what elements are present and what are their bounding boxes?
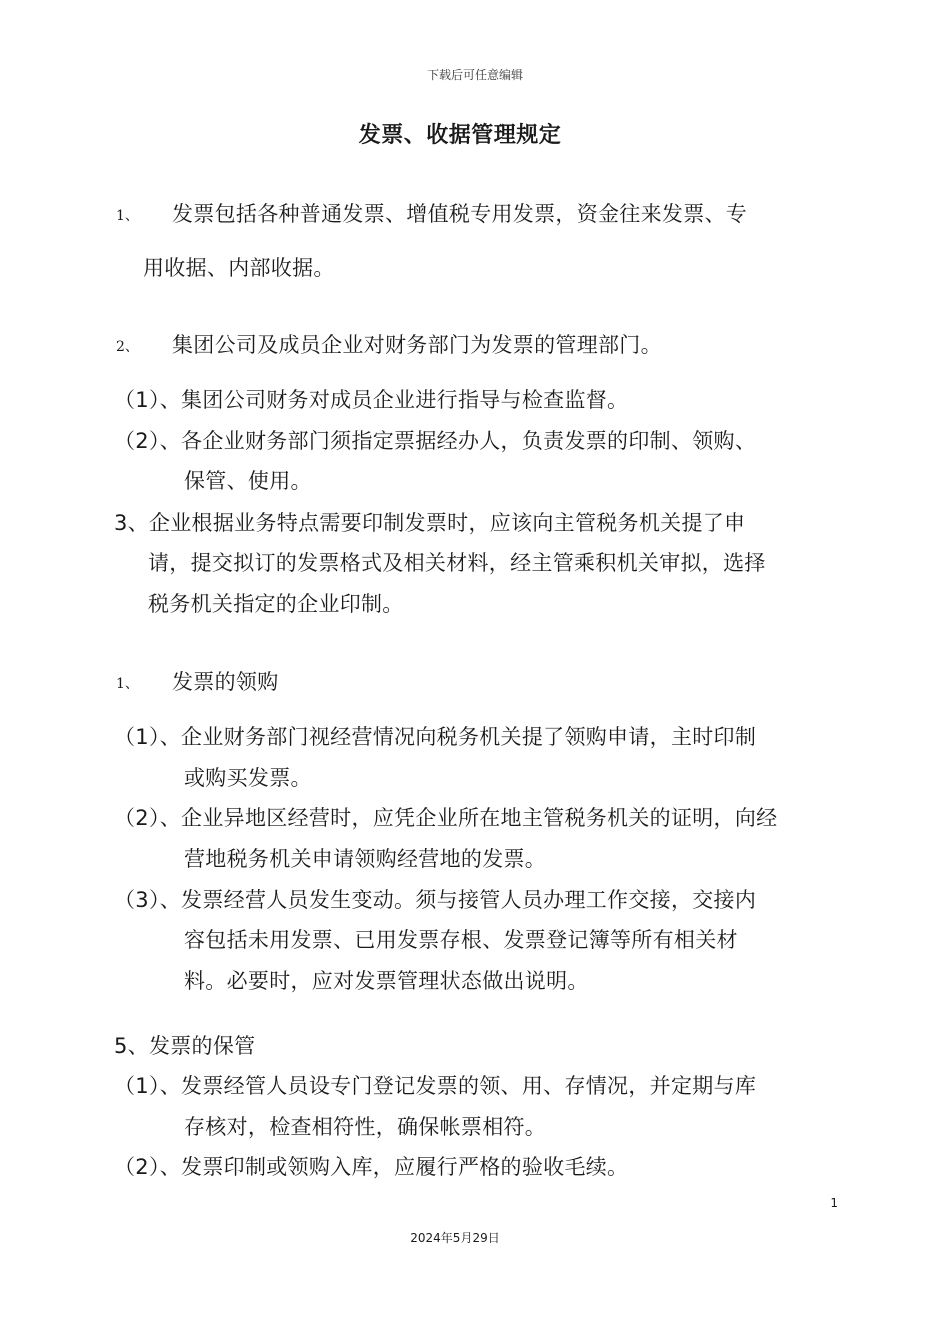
paragraph-line: （1）、集团公司财务对成员企业进行指导与检查监督。 bbox=[114, 388, 629, 412]
page-number: 1 bbox=[830, 1196, 838, 1210]
paragraph-line: 用收据、内部收据。 bbox=[143, 256, 335, 280]
paragraph-line: 发票的领购 bbox=[172, 670, 279, 694]
paragraph-line: 容包括未用发票、已用发票存根、发票登记簿等所有相关材 bbox=[184, 928, 738, 952]
paragraph-line: 保管、使用。 bbox=[184, 469, 312, 493]
paragraph-line: 发票包括各种普通发票、增值税专用发票，资金往来发票、专 bbox=[172, 202, 748, 226]
paragraph-line: （1）、企业财务部门视经营情况向税务机关提了领购申请，主时印制 bbox=[114, 725, 757, 749]
paragraph-line: 3、企业根据业务特点需要印制发票时，应该向主管税务机关提了申 bbox=[114, 511, 746, 535]
item-number: 2、 bbox=[116, 339, 139, 355]
paragraph-line: 集团公司及成员企业对财务部门为发票的管理部门。 bbox=[172, 333, 662, 357]
paragraph-line: （1）、发票经管人员设专门登记发票的领、用、存情况，并定期与库 bbox=[114, 1074, 757, 1098]
paragraph-line: （3）、发票经营人员发生变动。须与接管人员办理工作交接，交接内 bbox=[114, 888, 757, 912]
paragraph-line: （2）、企业异地区经营时，应凭企业所在地主管税务机关的证明，向经 bbox=[114, 806, 778, 830]
item-number: 1、 bbox=[116, 208, 139, 224]
document-title: 发票、收据管理规定 bbox=[358, 123, 562, 148]
paragraph-line: 营地税务机关申请领购经营地的发票。 bbox=[184, 847, 547, 871]
page-header: 下载后可任意编辑 bbox=[426, 68, 523, 82]
paragraph-line: 请，提交拟订的发票格式及相关材料，经主管乘积机关审拟，选择 bbox=[148, 551, 766, 575]
paragraph-line: 税务机关指定的企业印制。 bbox=[148, 592, 404, 616]
paragraph-line: 5、发票的保管 bbox=[114, 1034, 256, 1058]
item-number: 1、 bbox=[116, 676, 139, 692]
paragraph-line: 料。必要时，应对发票管理状态做出说明。 bbox=[184, 969, 589, 993]
footer-date: 2024年5月29日 bbox=[410, 1231, 500, 1245]
paragraph-line: （2）、各企业财务部门须指定票据经办人，负责发票的印制、领购、 bbox=[114, 429, 757, 453]
paragraph-line: 存核对，检查相符性，确保帐票相符。 bbox=[184, 1115, 547, 1139]
paragraph-line: （2）、发票印制或领购入库，应履行严格的验收毛续。 bbox=[114, 1155, 629, 1179]
paragraph-line: 或购买发票。 bbox=[184, 766, 312, 790]
